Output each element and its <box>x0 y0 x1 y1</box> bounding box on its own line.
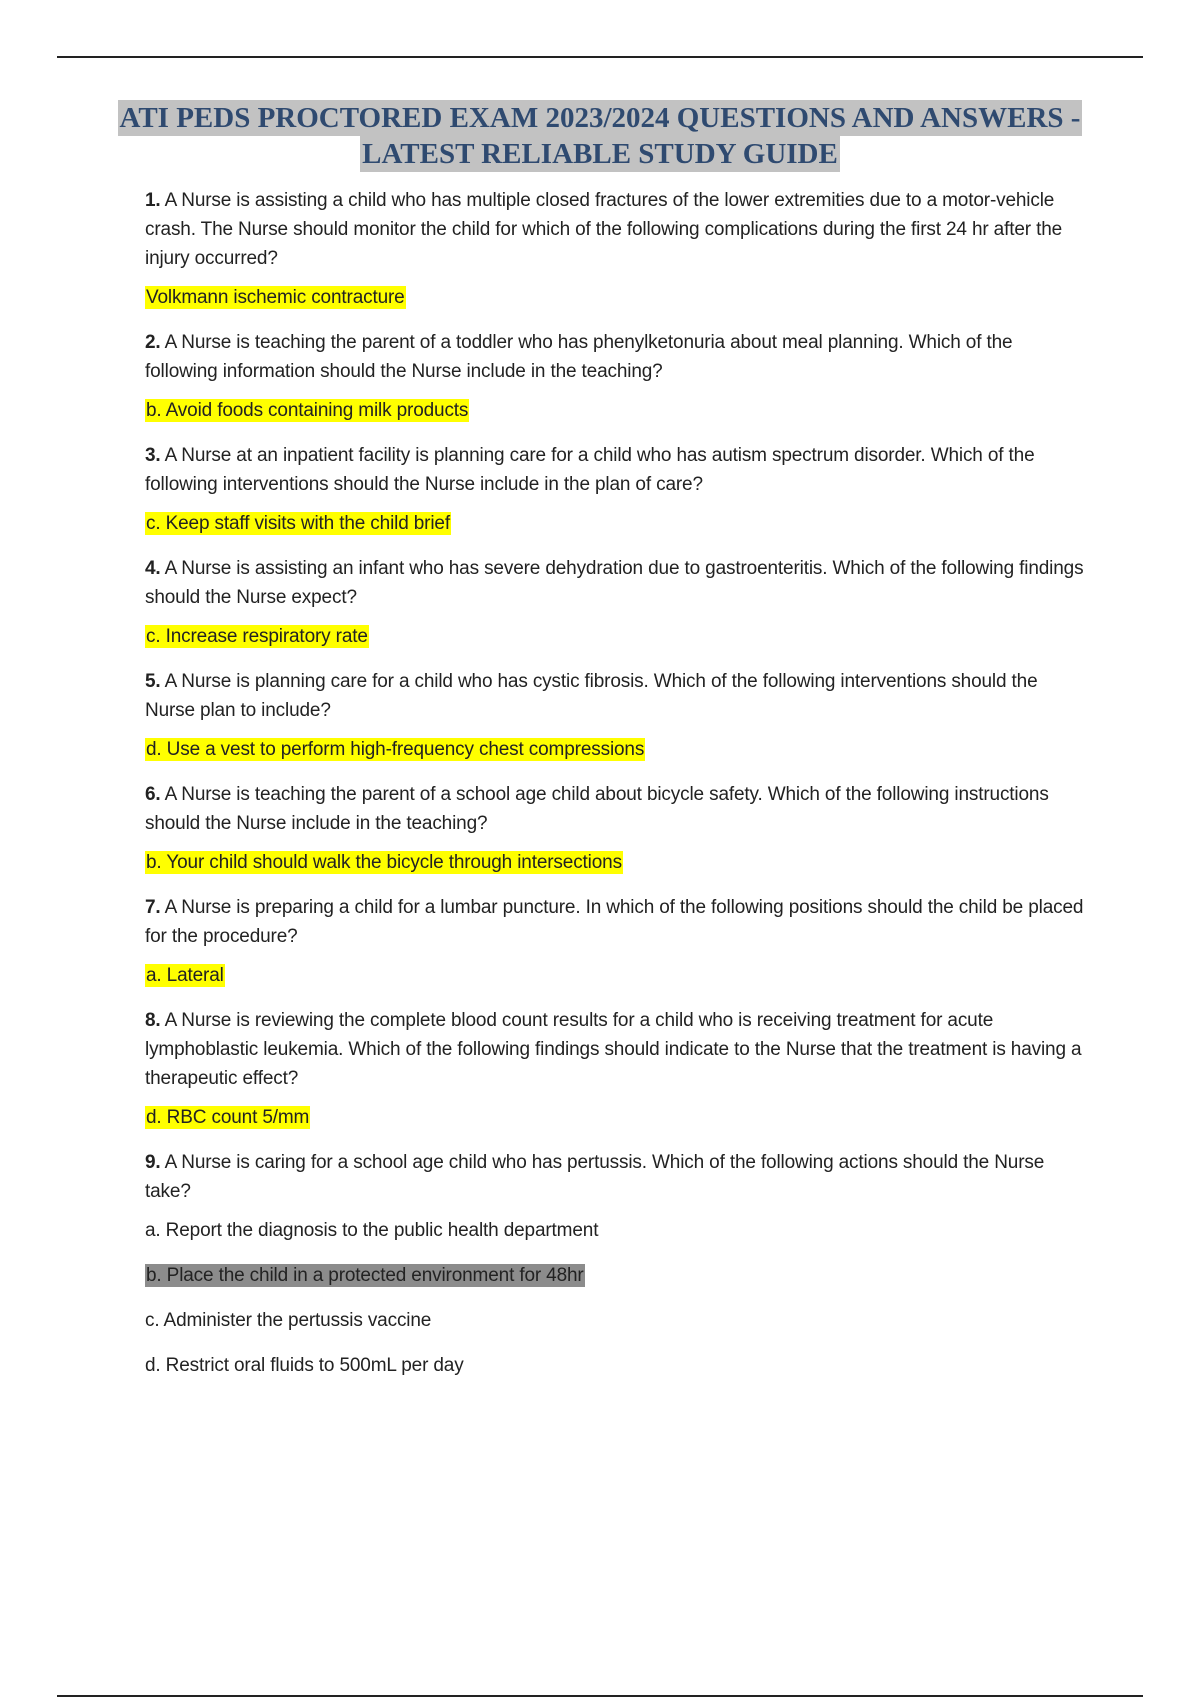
option-text: d. Restrict oral fluids to 500mL per day <box>145 1355 464 1376</box>
question-text: A Nurse is assisting an infant who has severe dehydration due to gastroenteritis. Which of the following findings should the Nurse expect? <box>145 558 1084 608</box>
question-list <box>145 186 1085 1398</box>
question-2 <box>145 328 1085 386</box>
question-1 <box>145 186 1085 273</box>
question-text: A Nurse is planning care for a child who has cystic fibrosis. Which of the following interventions should the Nurse plan to include? <box>145 671 1038 721</box>
option-a <box>145 1218 1085 1244</box>
title-line-2: LATEST RELIABLE STUDY GUIDE <box>362 138 838 170</box>
question-text: A Nurse is teaching the parent of a toddler who has phenylketonuria about meal planning. Which of the following information should the Nurse include in the teaching? <box>145 332 1013 382</box>
highlighted-answer: b. Your child should walk the bicycle through intersections <box>146 852 622 873</box>
option-text: a. Report the diagnosis to the public health department <box>145 1220 599 1241</box>
highlighted-answer: c. Increase respiratory rate <box>146 626 368 647</box>
question-text: A Nurse is teaching the parent of a school age child about bicycle safety. Which of the following instructions should the Nurse include in the teaching? <box>145 784 1049 834</box>
question-number: 6. <box>145 784 161 805</box>
option-text: c. Administer the pertussis vaccine <box>145 1310 432 1331</box>
answer-1 <box>145 285 1085 311</box>
answer-2 <box>145 398 1085 424</box>
question-number: 9. <box>145 1152 161 1173</box>
answer-3 <box>145 511 1085 537</box>
question-9 <box>145 1148 1085 1206</box>
answer-4 <box>145 624 1085 650</box>
question-text: A Nurse is reviewing the complete blood count results for a child who is receiving treatment for acute lymphoblastic leukemia. Which of the following findings should indicate to the Nurse that the treatment is having a therapeutic effect? <box>145 1010 1082 1089</box>
highlighted-answer: d. Use a vest to perform high-frequency chest compressions <box>146 739 645 760</box>
question-number: 1. <box>145 190 161 211</box>
top-rule <box>57 56 1143 58</box>
question-number: 7. <box>145 897 161 918</box>
bottom-rule <box>57 1695 1143 1697</box>
highlighted-answer: b. Avoid foods containing milk products <box>146 400 469 421</box>
question-number: 2. <box>145 332 161 353</box>
answer-5 <box>145 737 1085 763</box>
question-3 <box>145 441 1085 499</box>
question-number: 4. <box>145 558 161 579</box>
option-b-selected <box>145 1263 1085 1289</box>
highlighted-answer: c. Keep staff visits with the child brief <box>146 513 450 534</box>
option-c <box>145 1308 1085 1334</box>
answer-8 <box>145 1105 1085 1131</box>
question-8 <box>145 1006 1085 1093</box>
document-title <box>0 100 1200 172</box>
question-6 <box>145 780 1085 838</box>
selected-option-text: b. Place the child in a protected environment for 48hr <box>146 1265 584 1286</box>
question-number: 8. <box>145 1010 161 1031</box>
question-number: 5. <box>145 671 161 692</box>
question-5 <box>145 667 1085 725</box>
highlighted-answer: a. Lateral <box>146 965 224 986</box>
question-number: 3. <box>145 445 161 466</box>
title-line-1: ATI PEDS PROCTORED EXAM 2023/2024 QUESTIONS AND ANSWERS - <box>119 102 1081 134</box>
question-text: A Nurse is assisting a child who has multiple closed fractures of the lower extremities due to a motor-vehicle crash. The Nurse should monitor the child for which of the following complications during the first 24 hr after the injury occurred? <box>145 190 1063 269</box>
question-text: A Nurse is caring for a school age child who has pertussis. Which of the following actions should the Nurse take? <box>145 1152 1045 1202</box>
question-text: A Nurse is preparing a child for a lumbar puncture. In which of the following positions should the child be placed for the procedure? <box>145 897 1084 947</box>
question-4 <box>145 554 1085 612</box>
question-text: A Nurse at an inpatient facility is planning care for a child who has autism spectrum disorder. Which of the following interventions should the Nurse include in the plan of care? <box>145 445 1035 495</box>
highlighted-answer: Volkmann ischemic contracture <box>146 287 405 308</box>
option-d <box>145 1353 1085 1379</box>
question-7 <box>145 893 1085 951</box>
highlighted-answer: d. RBC count 5/mm <box>146 1107 310 1128</box>
answer-6 <box>145 850 1085 876</box>
answer-7 <box>145 963 1085 989</box>
